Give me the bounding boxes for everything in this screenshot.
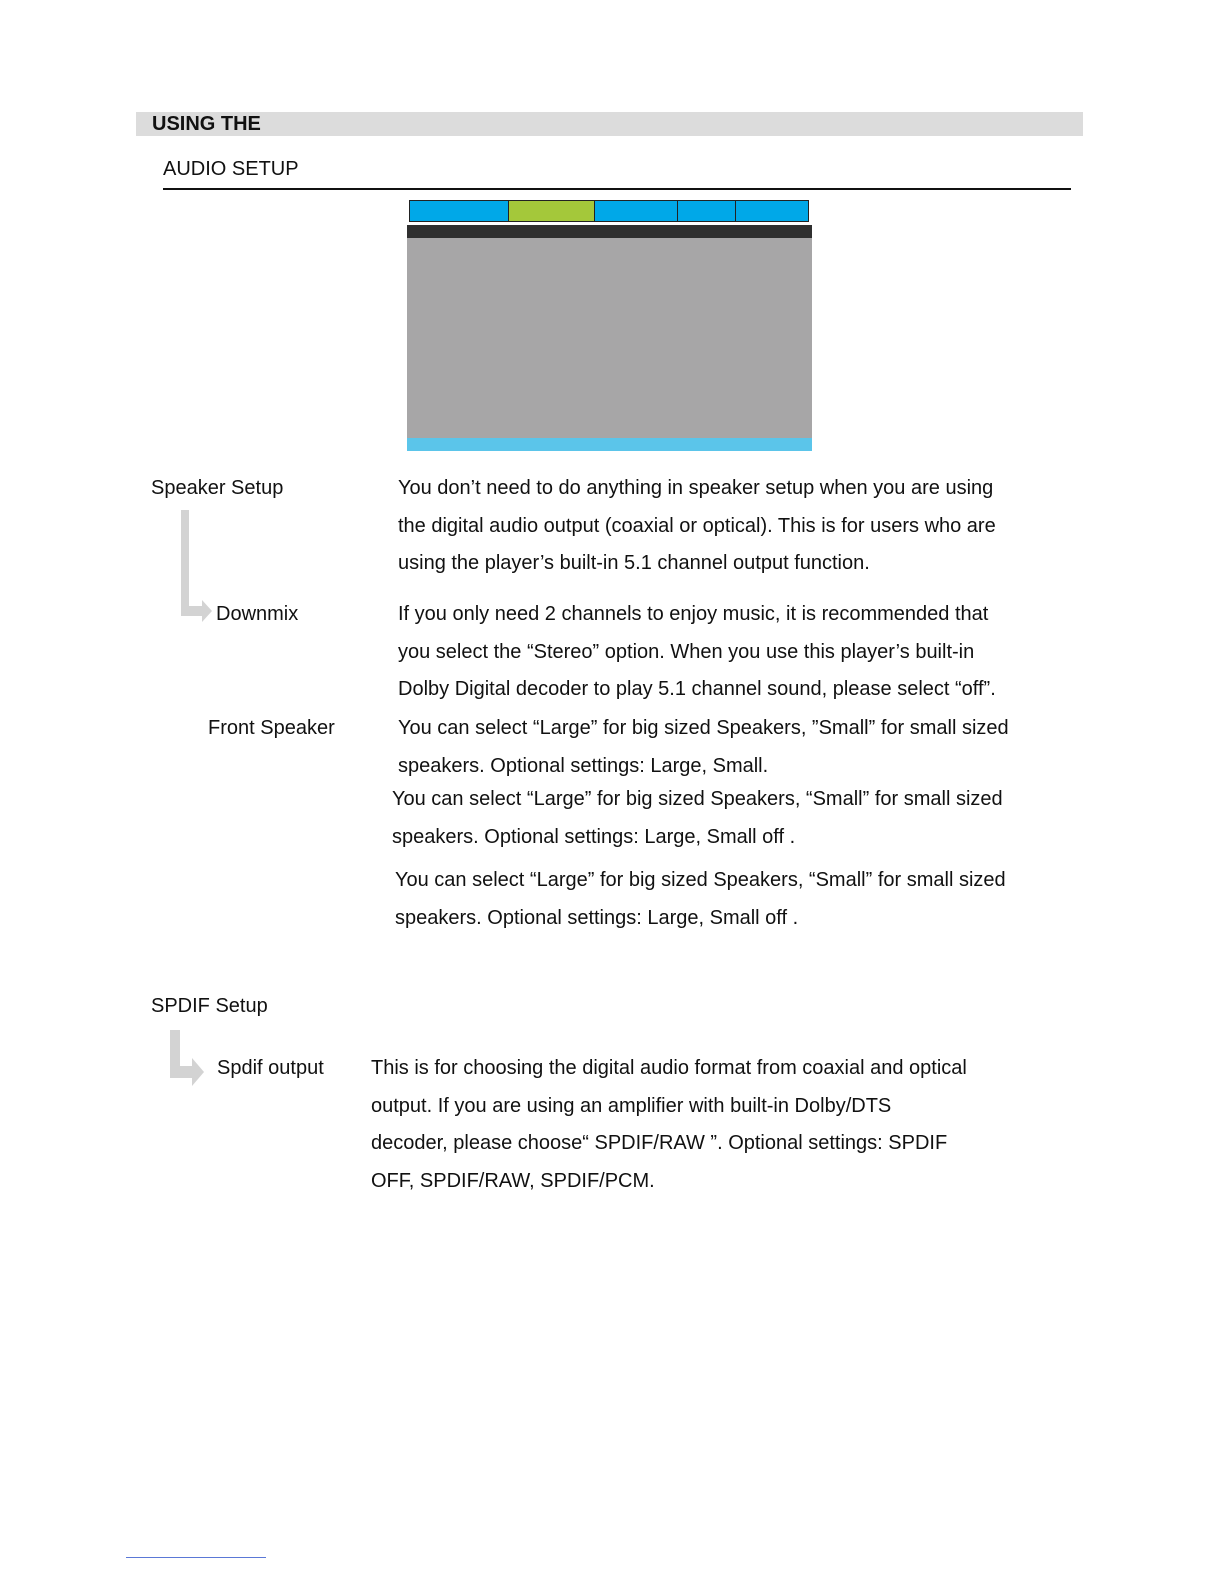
osd-menu-tab-4 [678,201,737,221]
speaker-note-2: You can select “Large” for big sized Speakers, “Small” for small sized speakers. Optional settings: Large, Small off . [392,788,1003,848]
speaker-setup-text: You don’t need to do anything in speaker setup when you are using the digital audio output (coaxial or optical). This is for users who are using the player’s built-in 5.1 channel output function. [398,477,996,574]
speaker-note-3: You can select “Large” for big sized Speakers, “Small” for small sized speakers. Optional settings: Large, Small off . [395,869,1006,929]
osd-menu-tab-1 [410,201,509,221]
spdif-setup-label: SPDIF Setup [151,995,268,1017]
spdif-output-text: This is for choosing the digital audio format from coaxial and optical output. If you are using an amplifier with built-in Dolby/DTS decoder, please choose“ SPDIF/RAW ”. Optional settings: SPDIF OFF, SPDIF/RAW, SPDIF/PCM. [371,1057,967,1192]
osd-menu-tabs [409,200,809,222]
osd-menu-tab-2-active [509,201,596,221]
osd-menu-header [407,225,812,238]
osd-menu-tab-3 [595,201,678,221]
downmix-text: If you only need 2 channels to enjoy music, it is recommended that you select the “Stereo” option. When you use this player’s built-in Dolby Digital decoder to play 5.1 channel sound, please select “off”. [398,603,996,700]
subsection-title: AUDIO SETUP [163,158,299,180]
footer-rule [126,1557,266,1558]
downmix-label: Downmix [216,603,299,625]
speaker-setup-label: Speaker Setup [151,477,284,499]
bent-arrow-icon [166,1030,206,1086]
section-header-bar [136,112,1083,136]
osd-menu-footer [407,438,812,451]
front-speaker-label: Front Speaker [208,717,335,739]
osd-menu-body [407,238,812,438]
subsection-rule [163,188,1071,190]
spdif-output-label: Spdif output [217,1057,324,1079]
osd-menu-tab-5 [736,201,808,221]
bent-arrow-icon [178,510,214,622]
section-title: USING THE [152,113,261,135]
front-speaker-text: You can select “Large” for big sized Speakers, ”Small” for small sized speakers. Optional settings: Large, Small. [398,717,1009,777]
